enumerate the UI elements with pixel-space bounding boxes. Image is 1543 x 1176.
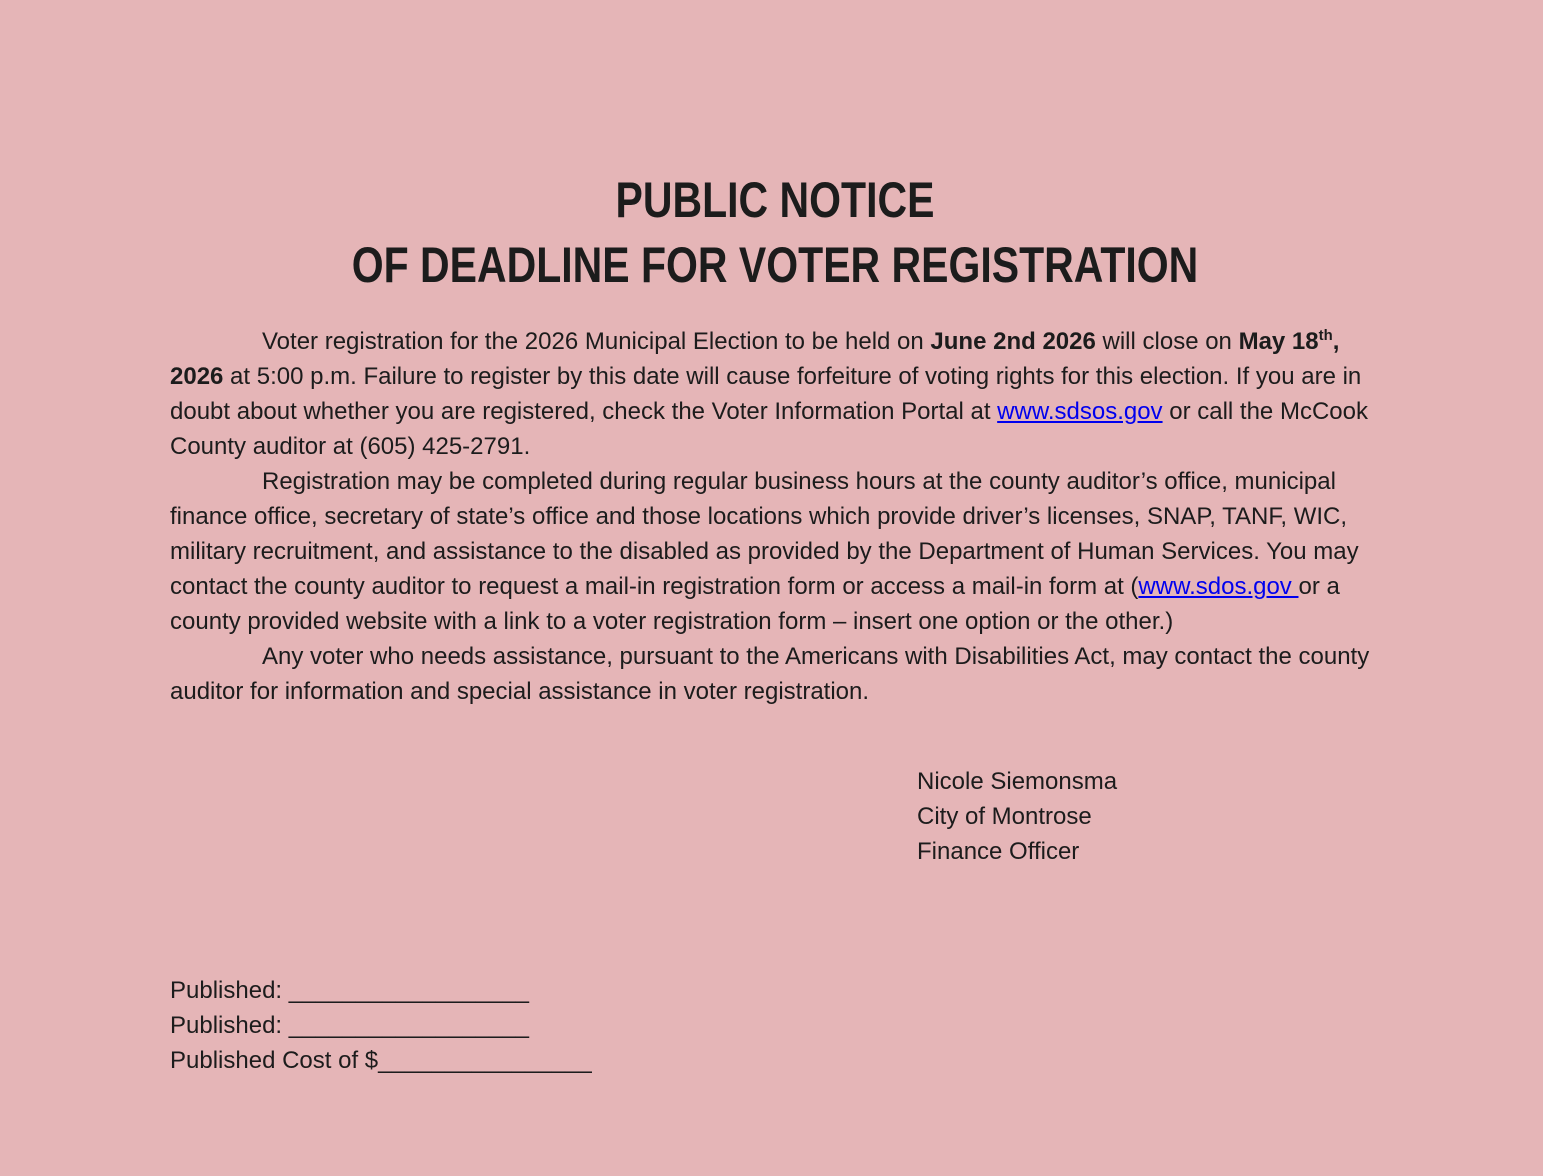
published-label-1: Published: — [170, 977, 289, 1004]
body-text-run: Any voter who needs assistance, pursuant to the Americans with Disabilities Act, may contact the county auditor for information and special assistance in voter registration. — [170, 643, 1370, 705]
body-text-run: or call the McCook County auditor at (605) 425-2791. — [170, 398, 1368, 460]
notice-title-line1: PUBLIC NOTICE — [615, 172, 935, 228]
published-blank-2: __________________ — [288, 1012, 530, 1039]
body-text-run: or a county provided website with a link to a voter registration form – insert one option or the other.) — [170, 573, 1340, 635]
bold-text: May 18 — [1238, 328, 1319, 355]
sdsos-portal-link[interactable]: www.sdsos.gov — [997, 398, 1163, 425]
paragraph-ada-assistance — [170, 639, 1380, 709]
notice-title — [170, 168, 1380, 298]
published-cost-label: Published Cost of $ — [170, 1047, 379, 1074]
paragraph-registration-locations — [170, 464, 1380, 639]
signature-title: Finance Officer — [917, 838, 1080, 865]
published-blank-1: __________________ — [288, 977, 530, 1004]
superscript-text: th — [1318, 328, 1333, 344]
notice-body — [170, 324, 1380, 709]
published-cost-blank: ________________ — [378, 1047, 592, 1074]
published-label-2: Published: — [170, 1012, 289, 1039]
bold-text: , 2026 — [170, 328, 1340, 390]
body-text-run: will close on — [1095, 328, 1239, 355]
paragraph-registration-deadline — [170, 324, 1380, 464]
body-text-run: Voter registration for the 2026 Municipal Election to be held on — [262, 328, 931, 355]
published-line-2 — [170, 1008, 1380, 1043]
body-text-run: Registration may be completed during regular business hours at the county auditor’s office, municipal finance office, secretary of state’s office and those locations which provide driver’s licenses, SNAP, TANF, WIC, military recruitment, and assistance to the disabled as provided by the Department of Human Services. You may contact the county auditor to request a mail-in registration form or access a mail-in form at ( — [170, 468, 1359, 600]
sdos-mailin-link[interactable]: www.sdos.gov — [1138, 573, 1299, 600]
notice-title-line2: OF DEADLINE FOR VOTER REGISTRATION — [351, 237, 1199, 293]
bold-text: June 2nd 2026 — [930, 328, 1096, 355]
body-text-run: at 5:00 p.m. Failure to register by this date will cause forfeiture of voting rights for this election. If you are in doubt about whether you are registered, check the Voter Information Portal at — [170, 363, 1362, 425]
published-block — [170, 973, 1380, 1078]
signature-org: City of Montrose — [917, 803, 1092, 830]
published-line-1 — [170, 973, 1380, 1008]
published-cost-line — [170, 1043, 1380, 1078]
signature-block — [917, 764, 1380, 869]
signature-name: Nicole Siemonsma — [917, 768, 1118, 795]
